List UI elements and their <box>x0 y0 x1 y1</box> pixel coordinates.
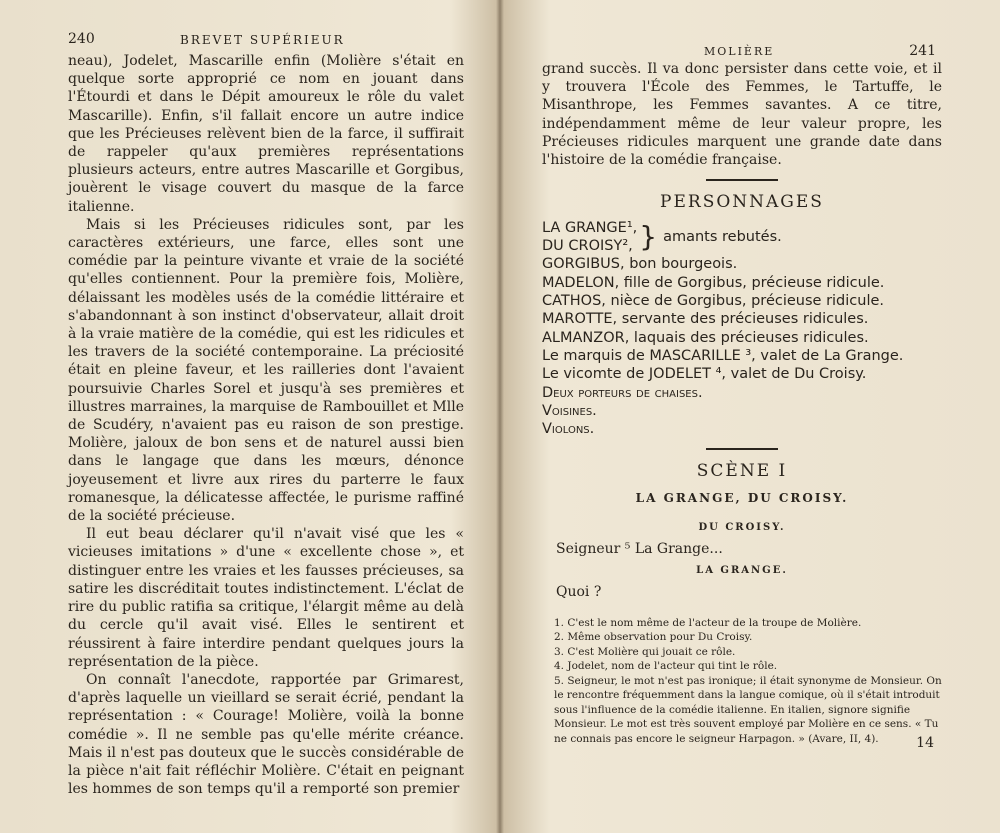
right-running-title: MOLIÈRE <box>704 45 775 58</box>
left-page-number: 240 <box>68 31 95 47</box>
paragraph: Mais si les Précieuses ridicules sont, par les caractères extérieurs, une farce, elles sont une comédie par la peinture vivante et vraie de la société qu'elles contiennent. Pour la première fois, Molière, délaissant les modèles usés de la comédie littéraire et s'abandonnant à son instinct d'observateur, allait droit à la vraie matière de la comédie, qui est les ridicules et les travers de la société contemporaine. La préciosité était en pleine faveur, et les railleries dont l'avaient poursuivie Charles Sorel et jusqu'à ses premières et illustres marraines, la marquise de Rambouillet et Mlle de Scudéry, n'avaient pas eu raison de son prestige. Molière, jaloux de bon sens et de naturel aussi bien dans le langage que dans les mœurs, dénonce joyeusement et livre aux rires du parterre le faux romanesque, la délicatesse affectée, le purisme raffiné de la société précieuse. <box>68 216 464 525</box>
section-divider <box>706 179 778 181</box>
personnages-title: PERSONNAGES <box>660 192 824 213</box>
character-list <box>542 219 942 438</box>
footnote: 2. Même observation pour Du Croisy. <box>554 631 753 644</box>
scene-title: SCÈNE I <box>696 461 788 482</box>
braced-character-group <box>542 219 942 255</box>
dialogue-line: Seigneur ⁵ La Grange... <box>556 541 723 557</box>
paragraph: Il eut beau déclarer qu'il n'avait visé que les « vicieuses imitations » d'une « excellente chose », et distinguer entre les vraies et les fausses précieuses, sa satire les discréditait toutes indistinctement. L'éclat de rire du public ratifia sa critique, l'élargit même au delà du cercle qu'il avait visé. Elles le sentirent et réussirent à faire interdire pendant quelques jours la représentation de la pièce. <box>68 526 464 670</box>
section-divider <box>706 448 778 450</box>
left-running-head <box>68 30 464 52</box>
footnote: 3. C'est Molière qui jouait ce rôle. <box>554 645 736 658</box>
character-entry: Deux porteurs de chaises. <box>542 384 703 401</box>
brace-glyph: } <box>639 220 658 254</box>
signature-mark: 14 <box>916 734 934 751</box>
character-entry: DU CROISY², <box>542 238 633 255</box>
dialogue-line: Quoi ? <box>556 584 602 601</box>
character-entry: Voisines. <box>542 402 597 419</box>
character-entry: MADELON, fille de Gorgibus, précieuse ridicule. <box>542 274 885 291</box>
speaker-name: LA GRANGE. <box>696 565 788 577</box>
footnotes <box>542 616 942 747</box>
character-entry: CATHOS, nièce de Gorgibus, précieuse ridicule. <box>542 293 885 310</box>
character-entry: Le vicomte de JODELET ⁴, valet de Du Croisy. <box>542 366 867 383</box>
paragraph: neau), Jodelet, Mascarille enfin (Molière s'était en quelque sorte approprié ce nom en jouant dans l'Étourdi et dans le Dépit amoureux le rôle du valet Mascarille). Enfin, s'il fallait encore un autre indice que les Précieuses relèvent bien de la farce, il suffirait de rappeler qu'aux premières représentations plusieurs acteurs, entre autres Mascarille et Gorgibus, jouèrent le visage couvert du masque de la farce italienne. <box>68 53 464 215</box>
character-entry: MAROTTE, servante des précieuses ridicules. <box>542 311 869 328</box>
footnote: 4. Jodelet, nom de l'acteur qui tint le rôle. <box>554 660 778 673</box>
braced-role: amants rebutés. <box>663 229 782 246</box>
braced-names <box>542 219 637 255</box>
footnote: 1. C'est le nom même de l'acteur de la troupe de Molière. <box>554 616 862 629</box>
right-page-number: 241 <box>909 43 936 59</box>
character-entry: LA GRANGE¹, <box>542 220 638 237</box>
paragraph: On connaît l'anecdote, rapportée par Grimarest, d'après laquelle un vieillard se serait écrié, pendant la représentation : « Courage! Molière, voilà la bonne comédie ». Il ne semble pas qu'elle mérite créance. Mais il n'est pas douteux que le succès considérable de la pièce n'ait fait réfléchir Molière. C'était en peignant les hommes de son temps qu'il a remporté son premier <box>68 671 464 798</box>
left-running-title: BREVET SUPÉRIEUR <box>180 33 345 47</box>
character-entry: ALMANZOR, laquais des précieuses ridicules. <box>542 329 869 346</box>
intro-paragraph: grand succès. Il va donc persister dans cette voie, et il y trouvera l'École des Femmes, le Tartuffe, le Misanthrope, les Femmes savantes. A ce titre, indépendamment même de leur valeur propre, les Précieuses ridicules marquent une grande date dans l'histoire de la comédie française. <box>542 61 942 169</box>
speaker-name: DU CROISY. <box>698 521 786 533</box>
left-page <box>68 30 464 798</box>
character-entry: GORGIBUS, bon bourgeois. <box>542 256 738 273</box>
right-running-head <box>542 30 942 59</box>
footnote: 5. Seigneur, le mot n'est pas ironique; il était synonyme de Monsieur. On le rencontre fréquemment dans la langue comique, où il s'était introduit sous l'influence de la comédie italienne. En italien, signore signifie Monsieur. Le mot est très souvent employé par Molière en ce sens. « Tu ne connais pas encore le seigneur Harpagon. » (Avare, II, 4). <box>554 674 942 745</box>
character-entry: Le marquis de MASCARILLE ³, valet de La Grange. <box>542 347 904 364</box>
right-page <box>542 30 942 751</box>
scene-characters: LA GRANGE, DU CROISY. <box>635 490 849 505</box>
character-entry: Violons. <box>542 421 595 438</box>
